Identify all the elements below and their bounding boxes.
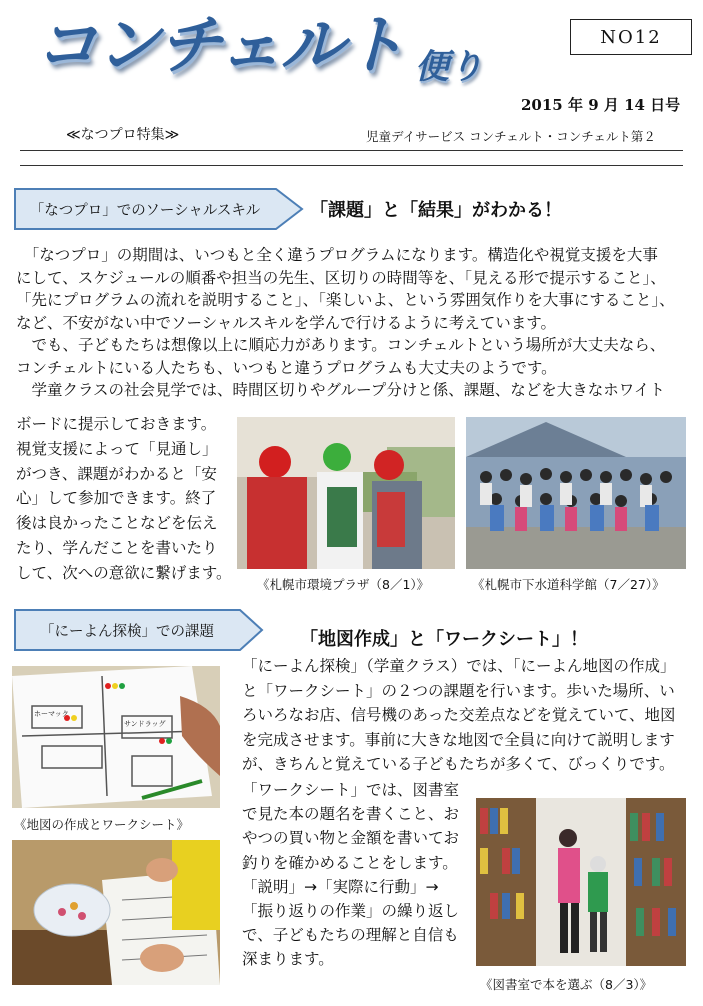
side-line: 後は良かったことなどを伝え	[16, 514, 218, 533]
section2-banner-label: 「にーよん探検」での課題	[40, 623, 214, 640]
photo-worksheet-snacks	[12, 840, 220, 985]
caption-map-worksheet: 《地図の作成とワークシート》	[14, 817, 190, 832]
side-line: で見た本の題名を書くこと、お	[242, 805, 460, 824]
caption-environment-plaza: 《札幌市環境プラザ（8／1）》	[257, 577, 430, 592]
paragraph-line: を完成させます。事前に大きな地図で全員に向けて説明します	[242, 730, 675, 749]
photo-map-worksheet	[12, 666, 220, 808]
section1-paragraph	[16, 244, 692, 402]
side-line: 深まります。	[242, 950, 334, 969]
side-line: で、子どもたちの理解と自信も	[242, 926, 459, 945]
paragraph-line: コンチェルトにいる人たちも、いつもと違うプログラムも大丈夫のようです。	[16, 358, 557, 377]
paragraph-line: でも、子どもたちは想像以上に順応力があります。コンチェルトという場所が大丈夫なら、	[16, 336, 666, 354]
side-line: 釣りを確かめることをします。	[242, 853, 458, 872]
map-label: ホーマック	[34, 710, 69, 718]
organization-name: 児童デイサービス コンチェルト・コンチェルト第２	[366, 129, 656, 144]
side-line: 「説明」→「実際に行動」→	[242, 877, 439, 896]
section2-paragraph	[242, 654, 694, 777]
paragraph-line: と「ワークシート」の２つの課題を行います。歩いた場所、い	[242, 681, 675, 700]
side-line: がつき、課題がわかると「安	[16, 464, 217, 483]
paragraph-line: が、きちんと覚えている子どもたちが多くて、びっくりです。	[242, 755, 675, 773]
paragraph-line: 「なつプロ」の期間は、いつもと全く違うプログラムになります。構造化や視覚支援を大事	[16, 246, 658, 264]
photo-library	[476, 798, 686, 966]
paragraph-line: など、不安がない中でソーシャルスキルを学んで行けるように考えています。	[16, 313, 557, 332]
map-label: サンドラッグ	[124, 720, 166, 728]
paragraph-line: 「先にプログラムの流れを説明すること」、「楽しいよ、という雰囲気作りを大事にすること」、	[16, 291, 675, 309]
issue-date: 2015 年 9 月 14 日号	[521, 96, 681, 114]
side-line: 「振り返りの作業」の繰り返し	[242, 902, 460, 921]
paragraph-line: ろいろなお店、信号機のあった交差点などを覚えていて、地図	[242, 706, 676, 724]
paragraph-line: にして、スケジュールの順番や担当の先生、区切りの時間等を、「見える形で提示すること」、	[16, 268, 666, 287]
newsletter-subtitle: 便り	[415, 47, 483, 87]
section1-banner	[14, 188, 304, 230]
side-line: 「ワークシート」では、図書室	[242, 781, 460, 799]
side-line: 視覚支援によって「見通し」	[16, 439, 218, 458]
issue-number-box: NO12	[570, 19, 692, 55]
caption-library: 《図書室で本を選ぶ（8／3）》	[480, 977, 653, 992]
special-feature-label: ≪なつプロ特集≫	[66, 127, 180, 143]
side-line: やつの買い物と金額を書いてお	[242, 829, 460, 848]
section2-heading: 「地図作成」と「ワークシート」！	[300, 629, 588, 650]
section1-banner-label: 「なつプロ」でのソーシャルスキル	[29, 202, 261, 219]
section1-heading: 「課題」と「結果」がわかる！	[310, 200, 562, 221]
photo-sewage-museum	[466, 417, 686, 569]
newsletter-title: コンチェルト	[34, 9, 405, 83]
side-line: して、次への意欲に繋げます。	[16, 563, 232, 582]
header-rule-top	[20, 150, 683, 151]
section1-side-text	[16, 412, 236, 586]
paragraph-line: 「にーよん探検」（学童クラス）では、「にーよん地図の作成」	[242, 657, 676, 675]
side-line: 心」して参加できます。終了	[16, 489, 217, 508]
header-rule-bottom	[20, 165, 683, 166]
section2-side-text	[242, 778, 472, 972]
caption-sewage-museum: 《札幌市下水道科学館（7／27）》	[472, 577, 665, 592]
section2-banner	[14, 609, 264, 651]
side-line: たり、学んだことを書いたり	[16, 538, 218, 557]
photo-environment-plaza	[237, 417, 455, 569]
paragraph-line: 学童クラスの社会見学では、時間区切りやグループ分けと係、課題、などを大きなホワイト	[16, 381, 665, 399]
side-line: ボードに提示しておきます。	[16, 415, 217, 433]
